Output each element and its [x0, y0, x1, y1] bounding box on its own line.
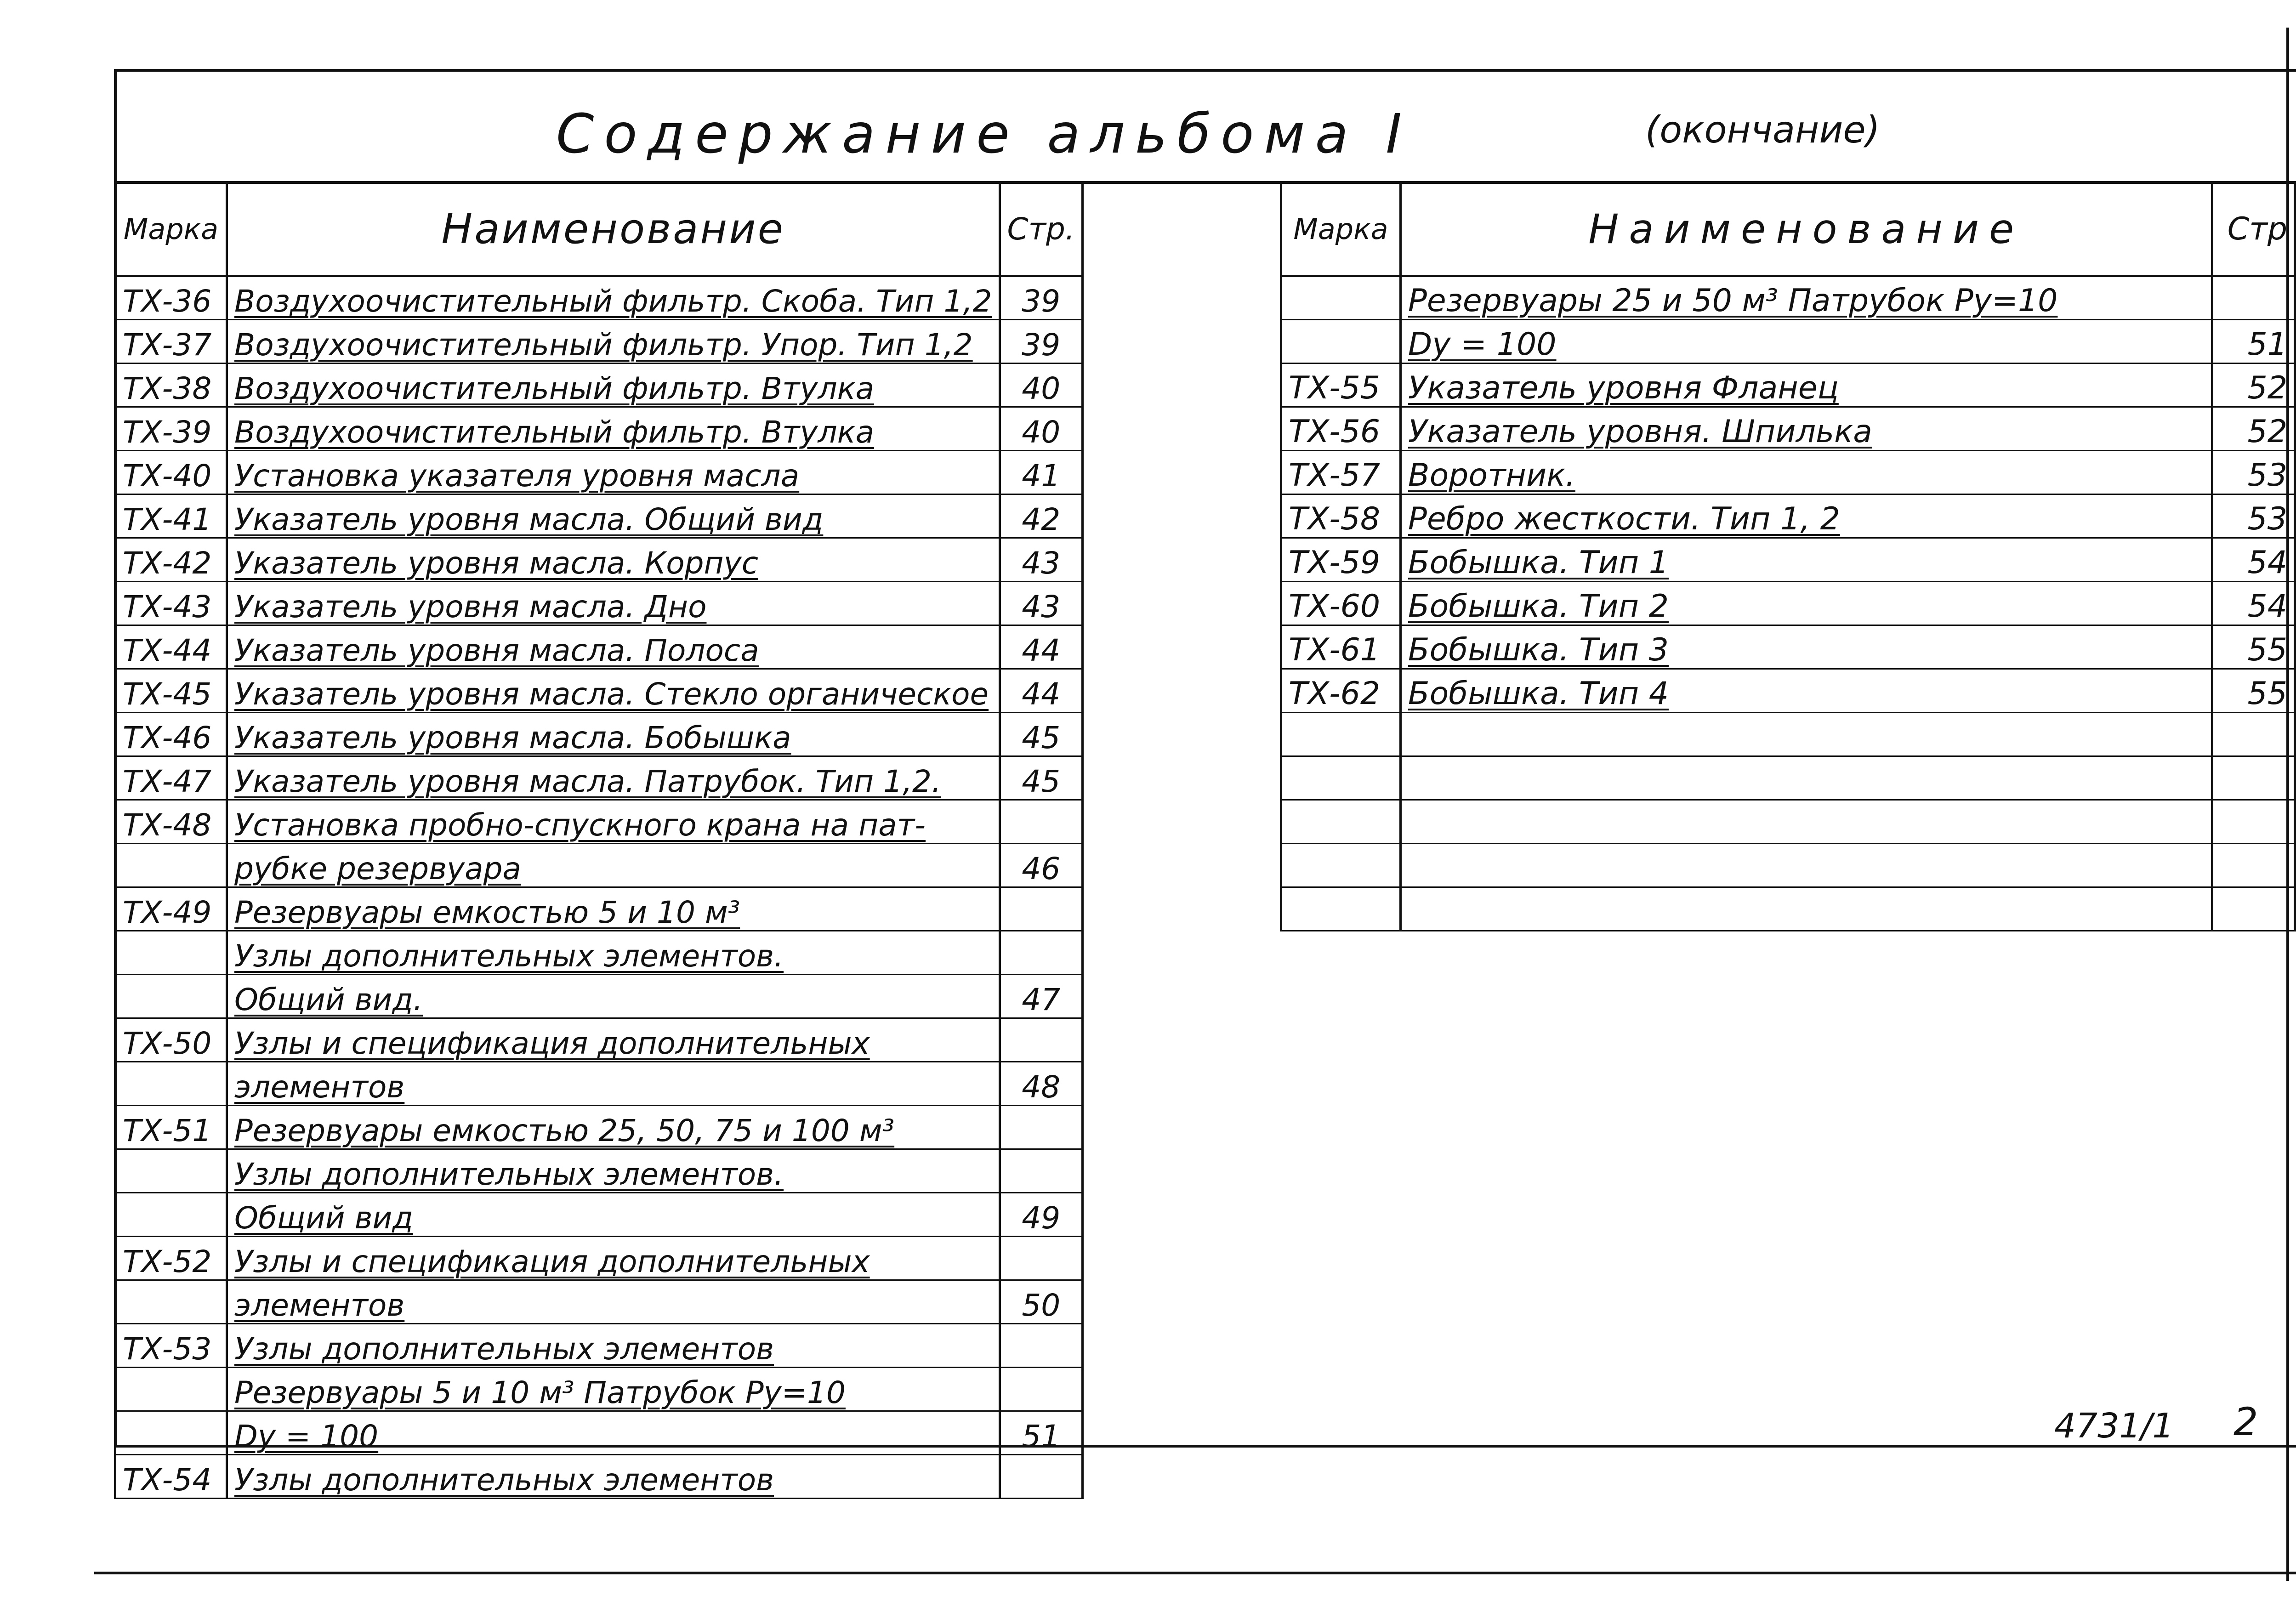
row-mark	[115, 1149, 227, 1192]
row-name: Dу = 100	[1400, 319, 2212, 363]
table-row	[115, 1323, 1083, 1367]
row-mark: ТХ-43	[115, 581, 227, 625]
table-row	[1281, 712, 2295, 756]
table-header-row	[1281, 184, 2295, 276]
row-mark	[1281, 843, 1401, 887]
row-mark	[1281, 276, 1401, 319]
row-page: 52	[2212, 407, 2295, 450]
row-name	[1400, 843, 2212, 887]
row-name: Узлы и спецификация дополнительных	[227, 1018, 1000, 1062]
table-row	[115, 407, 1083, 450]
table-row	[115, 1367, 1083, 1411]
row-name	[1400, 887, 2212, 931]
row-page: 43	[1000, 581, 1082, 625]
table-row	[1281, 494, 2295, 538]
header-mark: Марка	[1281, 184, 1401, 276]
table-row	[115, 712, 1083, 756]
row-name: Указатель уровня масла. Стекло органическое	[227, 669, 1000, 712]
row-page: 54	[2212, 538, 2295, 581]
row-mark: ТХ-46	[115, 712, 227, 756]
row-page: 48	[1000, 1062, 1082, 1105]
row-mark: ТХ-62	[1281, 669, 1401, 712]
row-page: 45	[1000, 756, 1082, 800]
right-table-body	[1281, 276, 2295, 931]
row-name: Указатель уровня масла. Полоса	[227, 625, 1000, 669]
row-name: Резервуары 5 и 10 м³ Патрубок Ру=10	[227, 1367, 1000, 1411]
row-page: 51	[1000, 1411, 1082, 1454]
header-page: Стр.	[1000, 184, 1082, 276]
row-mark: ТХ-37	[115, 319, 227, 363]
row-mark	[1281, 887, 1401, 931]
row-name: элементов	[227, 1280, 1000, 1323]
page-subtitle: (окончание)	[1645, 108, 1880, 151]
row-mark: ТХ-51	[115, 1105, 227, 1149]
row-page: 50	[1000, 1280, 1082, 1323]
table-row	[115, 625, 1083, 669]
row-name: Резервуары емкостью 25, 50, 75 и 100 м³	[227, 1105, 1000, 1149]
row-mark: ТХ-45	[115, 669, 227, 712]
row-mark: ТХ-57	[1281, 450, 1401, 494]
row-page: 40	[1000, 363, 1082, 407]
row-name: Узлы дополнительных элементов	[227, 1454, 1000, 1498]
table-row	[115, 450, 1083, 494]
row-page	[1000, 887, 1082, 931]
row-page	[2212, 276, 2295, 319]
table-row	[1281, 363, 2295, 407]
table-row	[1281, 407, 2295, 450]
table-row	[1281, 319, 2295, 363]
row-mark	[115, 1367, 227, 1411]
header-name: Наименование	[227, 184, 1000, 276]
row-page: 49	[1000, 1192, 1082, 1236]
row-mark	[115, 1411, 227, 1454]
table-row	[115, 887, 1083, 931]
row-name: Общий вид	[227, 1192, 1000, 1236]
row-name: Указатель уровня масла. Бобышка	[227, 712, 1000, 756]
table-row	[115, 669, 1083, 712]
row-mark	[115, 974, 227, 1018]
row-page	[2212, 756, 2295, 800]
row-mark: ТХ-53	[115, 1323, 227, 1367]
table-row	[1281, 450, 2295, 494]
row-mark: ТХ-42	[115, 538, 227, 581]
row-page	[1000, 1454, 1082, 1498]
row-name	[1400, 756, 2212, 800]
table-row	[115, 1149, 1083, 1192]
table-row	[115, 931, 1083, 974]
row-mark	[115, 843, 227, 887]
row-name: Воздухоочистительный фильтр. Упор. Тип 1,2	[227, 319, 1000, 363]
row-page	[2212, 887, 2295, 931]
row-mark: ТХ-59	[1281, 538, 1401, 581]
row-mark	[1281, 712, 1401, 756]
row-mark: ТХ-55	[1281, 363, 1401, 407]
row-name: Установка пробно-спускного крана на пат-	[227, 800, 1000, 843]
header-name: Наименование	[1400, 184, 2212, 276]
row-page: 39	[1000, 319, 1082, 363]
left-table-body	[115, 276, 1083, 1498]
row-page: 45	[1000, 712, 1082, 756]
row-page: 42	[1000, 494, 1082, 538]
row-mark	[115, 1062, 227, 1105]
row-name: Воротник.	[1400, 450, 2212, 494]
row-page	[1000, 1367, 1082, 1411]
row-name: Узлы дополнительных элементов	[227, 1323, 1000, 1367]
bottom-rule	[94, 1572, 2296, 1574]
table-row	[1281, 581, 2295, 625]
table-row	[115, 974, 1083, 1018]
table-row	[1281, 276, 2295, 319]
row-page: 43	[1000, 538, 1082, 581]
contents-table-left	[114, 184, 1084, 1499]
sheet-number: 2	[2233, 1399, 2258, 1444]
row-name: Резервуары 25 и 50 м³ Патрубок Ру=10	[1400, 276, 2212, 319]
row-name: Узлы дополнительных элементов.	[227, 931, 1000, 974]
row-mark	[115, 931, 227, 974]
table-row	[115, 756, 1083, 800]
row-page	[2212, 843, 2295, 887]
row-page: 39	[1000, 276, 1082, 319]
row-name: Указатель уровня Фланец	[1400, 363, 2212, 407]
table-row	[1281, 843, 2295, 887]
row-mark: ТХ-40	[115, 450, 227, 494]
row-page: 46	[1000, 843, 1082, 887]
table-row	[115, 1192, 1083, 1236]
header-page: Стр	[2212, 184, 2295, 276]
row-name: Бобышка. Тип 1	[1400, 538, 2212, 581]
document-number: 4731/1	[2054, 1406, 2174, 1446]
page-title: Содержание альбома I	[556, 102, 1412, 165]
row-page	[1000, 1149, 1082, 1192]
row-name: Установка указателя уровня масла	[227, 450, 1000, 494]
table-row	[115, 276, 1083, 319]
row-page: 55	[2212, 669, 2295, 712]
row-page	[1000, 1105, 1082, 1149]
row-mark: ТХ-39	[115, 407, 227, 450]
row-mark: ТХ-56	[1281, 407, 1401, 450]
row-page: 52	[2212, 363, 2295, 407]
row-mark: ТХ-58	[1281, 494, 1401, 538]
row-name: Указатель уровня. Шпилька	[1400, 407, 2212, 450]
row-page: 55	[2212, 625, 2295, 669]
row-name: Воздухоочистительный фильтр. Скоба. Тип 1,2	[227, 276, 1000, 319]
row-name: Указатель уровня масла. Дно	[227, 581, 1000, 625]
row-name: Бобышка. Тип 2	[1400, 581, 2212, 625]
table-row	[115, 494, 1083, 538]
table-row	[115, 581, 1083, 625]
row-name: Общий вид.	[227, 974, 1000, 1018]
row-name: элементов	[227, 1062, 1000, 1105]
row-page: 51	[2212, 319, 2295, 363]
row-name: рубке резервуара	[227, 843, 1000, 887]
row-mark: ТХ-60	[1281, 581, 1401, 625]
row-mark	[1281, 800, 1401, 843]
table-row	[1281, 887, 2295, 931]
row-mark: ТХ-47	[115, 756, 227, 800]
row-name: Узлы дополнительных элементов.	[227, 1149, 1000, 1192]
row-mark: ТХ-36	[115, 276, 227, 319]
row-name: Узлы и спецификация дополнительных	[227, 1236, 1000, 1280]
table-header-row	[115, 184, 1083, 276]
row-name	[1400, 712, 2212, 756]
row-page: 44	[1000, 669, 1082, 712]
row-mark: ТХ-41	[115, 494, 227, 538]
row-name: Указатель уровня масла. Патрубок. Тип 1,2.	[227, 756, 1000, 800]
table-row	[115, 1018, 1083, 1062]
row-mark: ТХ-49	[115, 887, 227, 931]
row-mark	[115, 1192, 227, 1236]
row-page: 53	[2212, 450, 2295, 494]
row-mark	[1281, 319, 1401, 363]
table-row	[115, 1105, 1083, 1149]
table-row	[115, 1236, 1083, 1280]
row-mark	[1281, 756, 1401, 800]
table-row	[115, 1454, 1083, 1498]
row-page	[1000, 800, 1082, 843]
row-page: 44	[1000, 625, 1082, 669]
table-row	[115, 1411, 1083, 1454]
table-row	[1281, 800, 2295, 843]
table-row	[115, 538, 1083, 581]
table-row	[1281, 756, 2295, 800]
row-name: Воздухоочистительный фильтр. Втулка	[227, 363, 1000, 407]
row-name: Указатель уровня масла. Общий вид	[227, 494, 1000, 538]
row-page: 41	[1000, 450, 1082, 494]
row-mark: ТХ-54	[115, 1454, 227, 1498]
row-name: Dу = 100	[227, 1411, 1000, 1454]
row-page	[1000, 1018, 1082, 1062]
header-mark: Марка	[115, 184, 227, 276]
row-page	[1000, 1236, 1082, 1280]
table-row	[115, 363, 1083, 407]
table-row	[1281, 669, 2295, 712]
row-mark: ТХ-52	[115, 1236, 227, 1280]
table-row	[115, 1062, 1083, 1105]
row-mark: ТХ-61	[1281, 625, 1401, 669]
row-mark: ТХ-38	[115, 363, 227, 407]
row-page: 47	[1000, 974, 1082, 1018]
contents-table-right	[1280, 184, 2296, 931]
row-name: Ребро жесткости. Тип 1, 2	[1400, 494, 2212, 538]
row-page: 40	[1000, 407, 1082, 450]
row-name: Указатель уровня масла. Корпус	[227, 538, 1000, 581]
row-page: 53	[2212, 494, 2295, 538]
row-page	[2212, 712, 2295, 756]
row-name	[1400, 800, 2212, 843]
table-row	[115, 800, 1083, 843]
table-row	[115, 1280, 1083, 1323]
row-mark: ТХ-50	[115, 1018, 227, 1062]
row-page	[1000, 1323, 1082, 1367]
row-page	[2212, 800, 2295, 843]
row-name: Резервуары емкостью 5 и 10 м³	[227, 887, 1000, 931]
table-row	[1281, 538, 2295, 581]
row-mark	[115, 1280, 227, 1323]
row-page	[1000, 931, 1082, 974]
row-mark: ТХ-48	[115, 800, 227, 843]
row-name: Бобышка. Тип 4	[1400, 669, 2212, 712]
table-row	[1281, 625, 2295, 669]
table-row	[115, 843, 1083, 887]
row-page: 54	[2212, 581, 2295, 625]
table-row	[115, 319, 1083, 363]
row-name: Бобышка. Тип 3	[1400, 625, 2212, 669]
row-mark: ТХ-44	[115, 625, 227, 669]
row-name: Воздухоочистительный фильтр. Втулка	[227, 407, 1000, 450]
